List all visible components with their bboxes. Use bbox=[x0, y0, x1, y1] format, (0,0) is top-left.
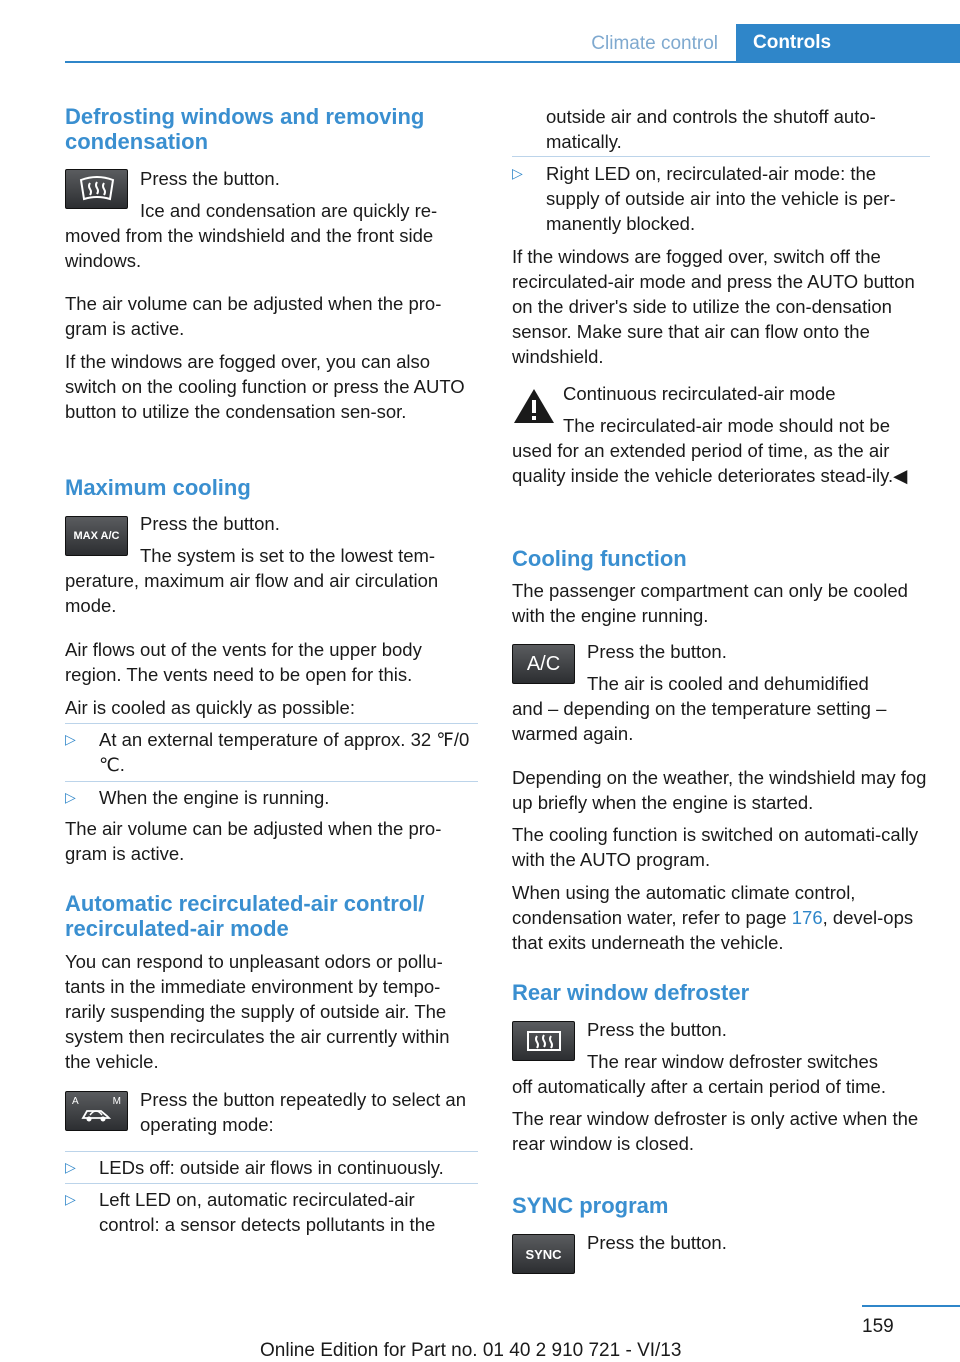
heading-recirculation: Automatic recirculated-air control/ recirculated-air mode bbox=[65, 891, 425, 941]
warning-text-b: used for an extended period of time, as the air quality inside the vehicle deteriorates stead‐ily.◀ bbox=[512, 440, 908, 486]
maxcool-vents: Air flows out of the vents for the upper body region. The vents need to be open for this. bbox=[65, 639, 422, 685]
sync-button-icon: SYNC bbox=[512, 1234, 575, 1274]
bullet-separator bbox=[65, 781, 478, 782]
bullet-triangle-icon: ▷ bbox=[65, 731, 76, 747]
defrost-fogged: If the windows are fogged over, you can also switch on the cooling function or press the AUTO button to utilize the condensation sen‐sor. bbox=[65, 351, 465, 422]
maxcool-instruction: Press the button. bbox=[140, 513, 280, 534]
defrost-text-b: moved from the windshield and the front side windows. bbox=[65, 225, 434, 271]
cooling-intro: The passenger compartment can only be cooled with the engine running. bbox=[512, 580, 908, 626]
page-number: 159 bbox=[862, 1316, 894, 1337]
maxcool-air-volume: The air volume can be adjusted when the pro‐gram is active. bbox=[65, 818, 442, 864]
fogged-windows-text: If the windows are fogged over, switch off the recirculated-air mode and press the AUTO button on the driver's side to utilize the con‐densation sensor. Make sure that air can flow onto the windshield. bbox=[512, 246, 915, 367]
windshield-defrost-icon bbox=[65, 169, 128, 209]
edition-footer: Online Edition for Part no. 01 40 2 910 721 - VI/13 bbox=[260, 1340, 682, 1361]
header-rule bbox=[65, 61, 960, 63]
cooling-instruction: Press the button. bbox=[587, 641, 727, 662]
section-tab[interactable]: Climate control bbox=[591, 32, 718, 54]
page-reference-link[interactable]: 176 bbox=[791, 907, 823, 928]
defrost-text-a: Ice and condensation are quickly re‐ bbox=[140, 200, 438, 221]
ac-button-icon: A/C bbox=[512, 644, 575, 684]
heading-maximum-cooling: Maximum cooling bbox=[65, 475, 251, 500]
heading-sync-program: SYNC program bbox=[512, 1193, 669, 1218]
warning-triangle-icon bbox=[512, 386, 556, 426]
running-header bbox=[0, 0, 960, 62]
cooling-condensation: When using the automatic climate control, condensation water, refer to page 176, devel‐ops that exits underneath the vehicle. bbox=[512, 882, 914, 953]
cooling-weather: Depending on the weather, the windshield may fog up briefly when the engine is started. bbox=[512, 767, 927, 813]
recirc-led-left-label: A bbox=[72, 1096, 79, 1107]
defrost-air-volume: The air volume can be adjusted when the pro‐gram is active. bbox=[65, 293, 442, 339]
defrost-instruction: Press the button. bbox=[140, 168, 280, 189]
maxcool-intro: Air is cooled as quickly as possible: bbox=[65, 697, 355, 718]
bullet-triangle-icon: ▷ bbox=[65, 1159, 76, 1175]
bullet-separator bbox=[65, 1183, 478, 1184]
bullet-separator bbox=[512, 156, 930, 157]
rear-closed: The rear window defroster is only active when the rear window is closed. bbox=[512, 1108, 919, 1154]
warning-text-a: The recirculated-air mode should not be bbox=[563, 415, 891, 436]
rear-instruction: Press the button. bbox=[587, 1019, 727, 1040]
recirc-bullet-continued: outside air and controls the shutoff auto‐matically. bbox=[546, 106, 876, 152]
heading-defrosting: Defrosting windows and removing condensation bbox=[65, 104, 425, 154]
rear-defrost-icon bbox=[512, 1021, 575, 1061]
maxcool-text-a: The system is set to the lowest tem‐ bbox=[140, 545, 436, 566]
bullet-separator bbox=[65, 723, 478, 724]
bullet-triangle-icon: ▷ bbox=[512, 165, 523, 181]
rear-text-a: The rear window defroster switches bbox=[587, 1051, 878, 1072]
sync-instruction: Press the button. bbox=[587, 1232, 727, 1253]
bullet-separator bbox=[65, 1151, 478, 1152]
rear-text-b: off automatically after a certain period of time. bbox=[512, 1076, 886, 1097]
maxcool-text-b: perature, maximum air flow and air circulation mode. bbox=[65, 570, 439, 616]
heading-rear-window-defroster: Rear window defroster bbox=[512, 980, 750, 1005]
cooling-text-a: The air is cooled and dehumidified bbox=[587, 673, 869, 694]
recirculation-button-icon bbox=[65, 1091, 128, 1131]
recirc-intro: You can respond to unpleasant odors or pollu‐tants in the immediate environment by tempo‐rarily suspending the supply of outside air. The system then recirculates the air currently within the vehicle. bbox=[65, 951, 450, 1072]
recirc-instruction: Press the button repeatedly to select an operating mode: bbox=[140, 1089, 467, 1135]
bullet-triangle-icon: ▷ bbox=[65, 789, 76, 805]
chapter-tab[interactable]: Controls bbox=[736, 24, 960, 62]
recirc-led-right-label: M bbox=[112, 1096, 121, 1107]
cooling-text-b: and – depending on the temperature setting – warmed again. bbox=[512, 698, 887, 744]
max-ac-button-icon: MAX A/C bbox=[65, 516, 128, 556]
bullet-triangle-icon: ▷ bbox=[65, 1191, 76, 1207]
cooling-auto: The cooling function is switched on automati‐cally with the AUTO program. bbox=[512, 824, 919, 870]
recirculation-car-icon bbox=[81, 1102, 111, 1124]
footer-rule bbox=[862, 1305, 960, 1307]
warning-title: Continuous recirculated-air mode bbox=[563, 383, 836, 404]
heading-cooling-function: Cooling function bbox=[512, 546, 687, 571]
